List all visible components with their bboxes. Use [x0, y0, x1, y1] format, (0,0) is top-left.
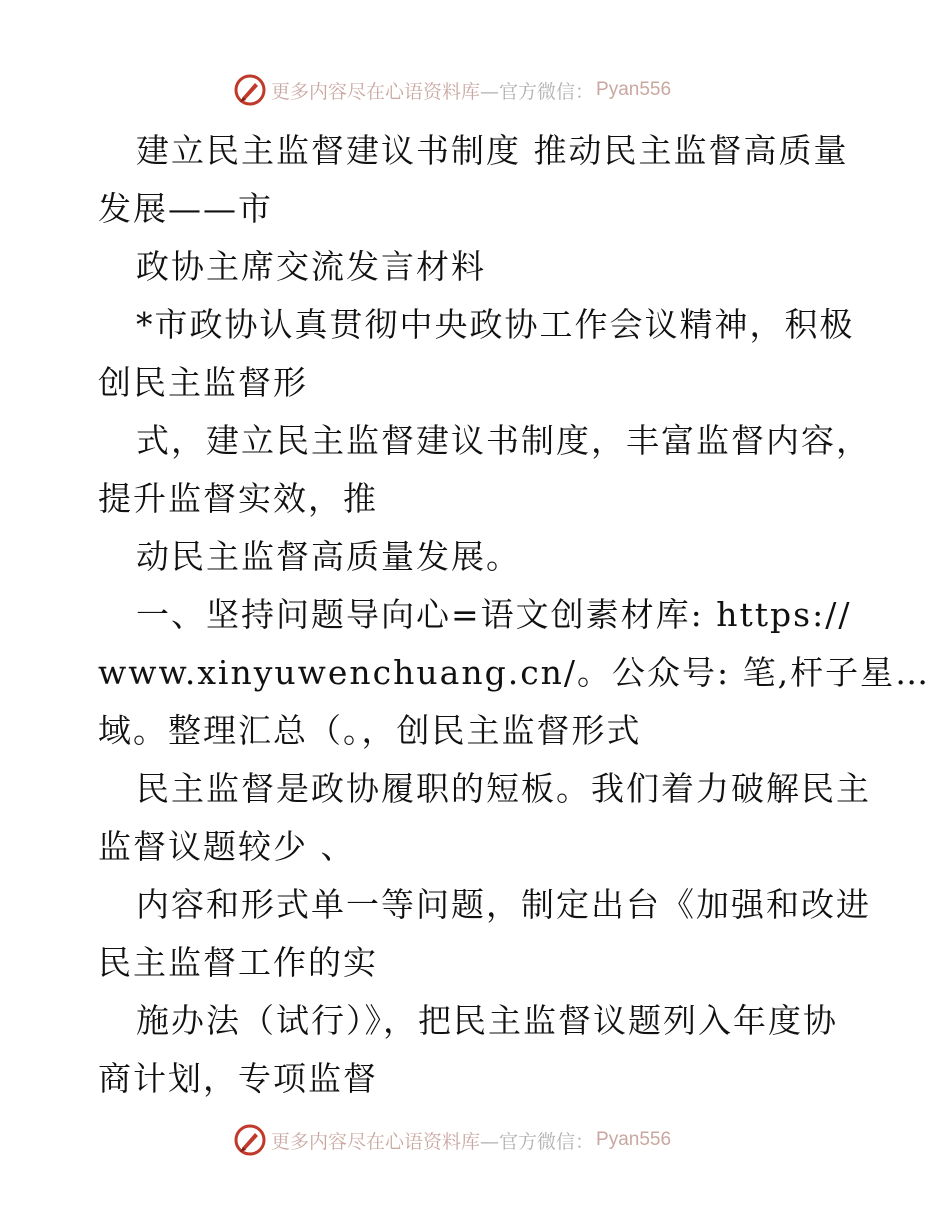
paragraph-line: 内容和形式单一等问题，制定出台《加强和改进 — [136, 885, 871, 924]
paragraph-line: 监督议题较少 、 — [98, 827, 356, 866]
watermark-id: Pyan556 — [596, 1129, 672, 1150]
paragraph-line: 动民主监督高质量发展。 — [136, 537, 521, 576]
watermark-sub: —官方微信： — [480, 1130, 595, 1153]
paragraph-line: 民主监督工作的实 — [98, 943, 378, 982]
watermark-sub: —官方微信： — [480, 80, 595, 103]
title-line-2: 发展——市 — [98, 189, 273, 228]
header-watermark — [233, 72, 671, 108]
paragraph-line: 施办法（试行）》，把民主监督议题列入年度协 — [136, 1001, 838, 1040]
footer-watermark — [233, 1122, 671, 1158]
paragraph-line: 创民主监督形 — [98, 363, 308, 402]
title-line-1: 建立民主监督建议书制度 推动民主监督高质量 — [136, 131, 849, 170]
watermark-id: Pyan556 — [596, 79, 672, 100]
section-heading-line: 域。整理汇总（。，创民主监督形式 — [98, 711, 642, 750]
paragraph-line: *市政协认真贯彻中央政协工作会议精神，积极 — [136, 305, 855, 344]
paragraph-line: 式，建立民主监督建议书制度，丰富监督内容， — [136, 421, 871, 460]
document-body — [98, 122, 931, 1108]
watermark-text: 更多内容尽在心语资料库 — [271, 1130, 481, 1153]
pen-logo-icon — [233, 1123, 267, 1157]
title-line-3: 政协主席交流发言材料 — [136, 247, 486, 286]
watermark-text: 更多内容尽在心语资料库 — [271, 80, 481, 103]
paragraph-line: 民主监督是政协履职的短板。我们着力破解民主 — [136, 769, 871, 808]
section-heading-line: 一、坚持问题导向心=语文创素材库: https:// — [136, 595, 852, 634]
pen-logo-icon — [233, 73, 267, 107]
paragraph-line: 商计划，专项监督 — [98, 1059, 378, 1098]
section-heading-line: www.xinyuwenchuang.cn/。公众号: 笔,杆子星… — [98, 653, 931, 692]
paragraph-line: 提升监督实效，推 — [98, 479, 378, 518]
